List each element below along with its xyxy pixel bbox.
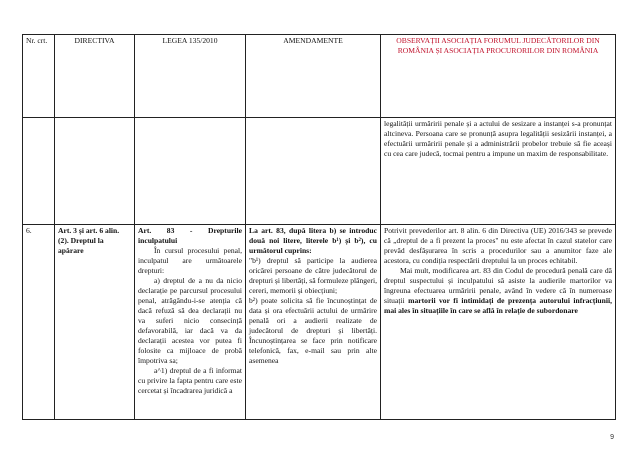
obs-paragraph-2-plain: Mai mult, modificarea art. 83 din Codul de procedură penală care dă dreptul suspectului și inculpatului să asiste la audierile martorilor va îngreuna efectuarea urmăririi penale, având în vedere că în numeroase situații (384, 266, 612, 306)
row-legea (135, 225, 246, 420)
table-row (23, 225, 616, 420)
amend-paragraph-2: b²) poate solicita să fie încunoștințat de data și ora efectuării actului de urmărire penală ori a audierii realizate de judecătorul de drepturi și libertăți. Încunoștințarea se face prin notificare telefonică, fax, e-mail sau prin alte asemenea (249, 296, 377, 366)
cont-legea-cell (135, 118, 246, 225)
row-observatii (381, 225, 616, 420)
header-legea: LEGEA 135/2010 (135, 35, 246, 118)
header-row (23, 35, 616, 118)
header-directiva: DIRECTIVA (55, 35, 135, 118)
obs-paragraph-1: Potrivit prevederilor art. 8 alin. 6 din Directiva (UE) 2016/343 se prevede că „dreptul de a fi prezent la proces" nu este afectat în cazul statelor care prevăd desfășurarea în scris a procedurilor sau a anumitor faze ale acestora, cu condiția respectării dreptului la un proces echitabil. (384, 226, 612, 266)
amend-title: La art. 83, după litera b) se introduc două noi litere, literele b¹) și b²), cu următorul cuprins: (249, 226, 377, 256)
obs-paragraph-2-bold: martorii vor fi intimidați de prezența autorului infracțiunii, mai ales în situațiile în care se află în relație de subordonare (384, 296, 612, 316)
legea-paragraph-2: a) dreptul de a nu da nicio declarație pe parcursul procesului penal, atrăgându-i-se atenția că dacă refuză să dea declarații nu va suferi nicio consecință defavorabilă, iar dacă va da declarații acestea vor putea fi folosite ca mijloace de probă împotriva sa; (138, 276, 242, 366)
comparison-table (22, 34, 616, 420)
cont-amend-cell (246, 118, 381, 225)
header-observatii: OBSERVAȚII ASOCIAȚIA FORUMUL JUDECĂTORILOR DIN ROMÂNIA ȘI ASOCIAȚIA PROCURORILOR DIN ROMÂNIA (381, 35, 616, 118)
row-directiva: Art. 3 și art. 6 alin. (2). Dreptul la apărare (55, 225, 135, 420)
legea-paragraph-1: În cursul procesului penal, inculpatul are următoarele drepturi: (138, 246, 242, 276)
cont-observatii-cell: legalității urmăririi penale și a actului de sesizare a instanței s-a pronunțat altcineva. Persoana care se pronunță asupra legalității sesizării instanței, a efectuării urmăririi penale și a administrării probelor trebuie să fie aceași cu cea care judecă, tocmai pentru a impune un maxim de responsabilitate. (381, 118, 616, 225)
obs-paragraph-2 (384, 266, 612, 316)
row-amendamente (246, 225, 381, 420)
cont-directiva-cell (55, 118, 135, 225)
row-nr: 6. (23, 225, 55, 420)
cont-nr-cell (23, 118, 55, 225)
amend-paragraph-1: "b¹) dreptul să participe la audierea oricărei persoane de către judecătorul de drepturi și libertăți, să formuleze plângeri, cereri, memorii și obiecțiuni; (249, 256, 377, 296)
page-number: 9 (610, 434, 614, 441)
header-nr: Nr. crt. (23, 35, 55, 118)
continuation-row (23, 118, 616, 225)
legea-title: Art. 83 - Drepturile inculpatului (138, 226, 242, 246)
header-amendamente: AMENDAMENTE (246, 35, 381, 118)
legea-paragraph-3: a^1) dreptul de a fi informat cu privire la fapta pentru care este cercetat și încadrarea juridică a (138, 366, 242, 396)
